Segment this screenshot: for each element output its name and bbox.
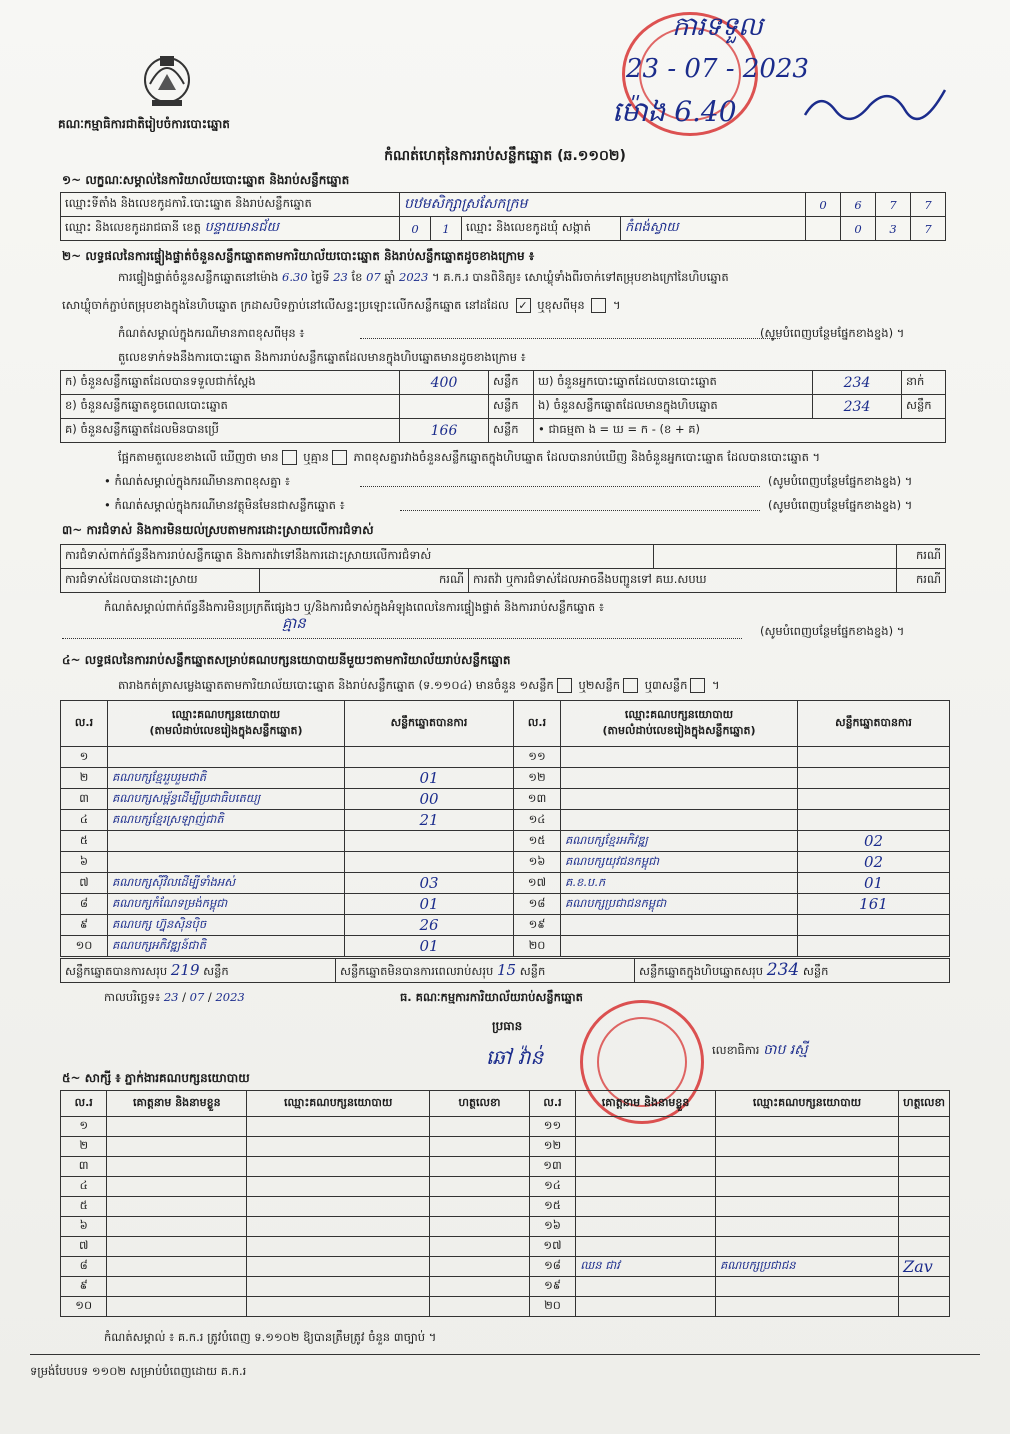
commune-code-digit: 0 xyxy=(841,217,876,241)
witness-no: ៩ xyxy=(61,1277,107,1297)
witness-name xyxy=(107,1217,247,1237)
result-no: ១ xyxy=(61,747,108,768)
verification-line: ការផ្ទៀងផ្ទាត់ចំនួនសន្លឹកឆ្នោតនៅម៉ោង 6.30 ថ្ងៃទី 23 ខែ 07 ឆ្នាំ 2023 ។ គ.ក.រ បានពិនិត្យ៖ សោឃ្លុំទាំងពីរចាក់ទៅតម្រុបខាងក្រៅនៃហិបឆ្នោត xyxy=(118,270,729,284)
witness-name xyxy=(107,1197,247,1217)
province-code-digit: 1 xyxy=(431,217,462,241)
witness-party xyxy=(247,1237,430,1257)
result-party: គ.ខ.ប.ក xyxy=(561,873,798,894)
result-votes xyxy=(345,852,514,873)
secretary-signature: ចាប រស្មី xyxy=(763,1042,808,1058)
footer-divider xyxy=(30,1354,980,1355)
witness-sign xyxy=(430,1297,530,1317)
witness-sign xyxy=(430,1137,530,1157)
verification-day: 23 xyxy=(333,270,348,284)
col-no-header: ល.រ xyxy=(529,1091,575,1117)
result-party xyxy=(561,915,798,936)
result-party: គណបក្សខ្មែរអភិវឌ្ឍ xyxy=(561,831,798,852)
received-ballots-label: ក) ចំនួនសន្លឹកឆ្នោតដែលបានទទួលជាក់ស្តែង xyxy=(61,371,400,395)
witness-sign xyxy=(899,1137,950,1157)
witness-row xyxy=(61,1137,950,1157)
witness-name xyxy=(107,1297,247,1317)
total-box-value: 234 xyxy=(766,960,800,980)
witness-party xyxy=(715,1237,898,1257)
col-party-header: ឈ្មោះគណបក្សនយោបាយ (តាមលំដាប់លេខរៀងក្នុងសន្លឹកឆ្នោត) xyxy=(108,701,345,747)
total-valid-cell: សន្លឹកឆ្នោតបានការសរុប 219 សន្លឹក xyxy=(61,959,336,983)
irregularity-line xyxy=(62,614,742,639)
document-title: កំណត់ហេតុនៃការរាប់សន្លឹកឆ្នោត (ឆ.១១០២) xyxy=(384,148,626,164)
witness-name xyxy=(576,1157,716,1177)
national-emblem-icon xyxy=(138,44,196,112)
spoiled-ballots-label: ខ) ចំនួនសន្លឹកឆ្នោតខូចពេលបោះឆ្នោត xyxy=(61,395,400,419)
total-valid-value: 219 xyxy=(170,960,200,979)
witness-row xyxy=(61,1157,950,1177)
witness-name xyxy=(107,1237,247,1257)
result-party: គណបក្ស ហ្វ៊ុនស៊ិនប៉ិច xyxy=(108,915,345,936)
result-no: ១៤ xyxy=(514,810,561,831)
location-label: ឈ្មោះទីតាំង និងលេខកូដការិ.បោះឆ្នោត និងរាប់សន្លឹកឆ្នោត xyxy=(61,193,400,217)
copies-note: កំណត់សម្គាល់ ៖ គ.ក.រ ត្រូវបំពេញ ទ.១១០២ ឱ្យបានត្រឹមត្រូវ ចំនួន ៣ច្បាប់ ។ xyxy=(104,1330,437,1344)
objection-count xyxy=(654,545,897,569)
witness-sign xyxy=(899,1157,950,1177)
result-no: ២០ xyxy=(514,936,561,957)
irregularity-value: គ្មាន xyxy=(282,614,306,632)
unused-ballots-label: គ) ចំនួនសន្លឹកឆ្នោតដែលមិនបានប្រើ xyxy=(61,419,400,443)
witness-row xyxy=(61,1197,950,1217)
numbers-intro: តួលេខទាក់ទងនឹងការបោះឆ្នោត និងការរាប់សន្លឹកឆ្នោតដែលមានក្នុងហិបឆ្នោតមានដូចខាងក្រោម ៖ xyxy=(118,350,526,364)
witness-name xyxy=(576,1137,716,1157)
witness-name xyxy=(576,1177,716,1197)
witness-party xyxy=(715,1217,898,1237)
unit-label: សន្លឹក xyxy=(902,395,946,419)
section4-title: ៤~ លទ្ធផលនៃការរាប់សន្លឹកឆ្នោតសម្រាប់គណបក្សនយោបាយនីមួយៗតាមការិយាល័យរាប់សន្លឹកឆ្នោត xyxy=(62,653,511,667)
different-checkbox[interactable] xyxy=(591,298,606,313)
compare-line: ផ្អែកតាមតួលេខខាងលើ ឃើញថា មាន ឬគ្មាន ភាពខុសគ្នារវាងចំនួនសន្លឹកឆ្នោតក្នុងហិបឆ្នោត ដែលបានរាប់ឃើញ និងចំនួនអ្នកបោះឆ្នោត ដែលបានបោះឆ្នោត ។ xyxy=(118,450,821,464)
section1-title: ១~ លក្ខណៈសម្គាល់នៃការិយាល័យបោះឆ្នោត និងរាប់សន្លឹកឆ្នោត xyxy=(62,173,350,187)
result-votes xyxy=(798,747,950,768)
result-party xyxy=(561,789,798,810)
results-table xyxy=(60,700,950,957)
unused-ballots-value: 166 xyxy=(400,419,489,443)
result-votes xyxy=(345,831,514,852)
witness-no: ១០ xyxy=(61,1297,107,1317)
witness-party xyxy=(247,1297,430,1317)
committee-sign-label: ធ. គណៈកម្មការការិយាល័យរាប់សន្លឹកឆ្នោត xyxy=(400,990,583,1004)
witness-sign xyxy=(430,1257,530,1277)
witness-sign xyxy=(430,1277,530,1297)
result-party xyxy=(108,852,345,873)
form-footer: ទម្រង់បែបបទ ១១០២ សម្រាប់បំពេញដោយ គ.ក.រ xyxy=(30,1364,247,1378)
col-name-header: គោត្តនាម និងនាមខ្លួន xyxy=(576,1091,716,1117)
witness-no: ១៩ xyxy=(529,1277,575,1297)
result-party: គណបក្សអភិវឌ្ឍន៍ជាតិ xyxy=(108,936,345,957)
result-votes xyxy=(798,915,950,936)
formula: • ជាធម្មតា ង = ឃ = ក - (ខ + គ) xyxy=(534,419,946,443)
witness-party xyxy=(715,1177,898,1197)
objection-row-label: ការជំទាស់ពាក់ព័ន្ធនឹងការរាប់សន្លឹកឆ្នោត និងការតវ៉ាទៅនឹងការដោះស្រាយលើការជំទាស់ xyxy=(61,545,654,569)
received-label: ការទទួល xyxy=(672,12,763,42)
result-row xyxy=(61,936,950,957)
section5-title: ៥~ សាក្សី ៖ ភ្នាក់ងារគណបក្សនយោបាយ xyxy=(62,1071,250,1085)
witness-party xyxy=(247,1277,430,1297)
three-sheet-checkbox[interactable] xyxy=(690,678,705,693)
witness-no: ៦ xyxy=(61,1217,107,1237)
col-sign-header: ហត្ថលេខា xyxy=(430,1091,530,1117)
witness-party xyxy=(247,1257,430,1277)
date-month: 07 xyxy=(189,990,205,1004)
witness-name xyxy=(576,1237,716,1257)
secretary-line: លេខាធិការ ចាប រស្មី xyxy=(712,1042,808,1058)
witness-table xyxy=(60,1090,950,1317)
witness-name xyxy=(576,1217,716,1237)
result-party: គណបក្សសម្ព័ន្ធដើម្បីប្រជាធិបតេយ្យ xyxy=(108,789,345,810)
voters-label: ឃ) ចំនួនអ្នកបោះឆ្នោតដែលបានបោះឆ្នោត xyxy=(534,371,813,395)
province-label: ឈ្មោះ និងលេខកូដរាជធានី ខេត្ត បន្ទាយមានជ័យ xyxy=(61,217,400,241)
witness-party xyxy=(247,1157,430,1177)
date-year: 2023 xyxy=(215,990,245,1004)
result-votes xyxy=(798,789,950,810)
witness-no: ១៨ xyxy=(529,1257,575,1277)
witness-row xyxy=(61,1217,950,1237)
commune-code-digit: 3 xyxy=(876,217,911,241)
result-votes: 02 xyxy=(798,852,950,873)
result-no: ១៦ xyxy=(514,852,561,873)
col-party-header: ឈ្មោះគណបក្សនយោបាយ xyxy=(715,1091,898,1117)
col-no-header: ល.រ xyxy=(61,1091,107,1117)
witness-name xyxy=(576,1197,716,1217)
witness-name xyxy=(107,1137,247,1157)
witness-name xyxy=(107,1257,247,1277)
total-invalid-cell: សន្លឹកឆ្នោតមិនបានការពេលរាប់សរុប 15 សន្លឹក xyxy=(336,959,635,983)
witness-name xyxy=(107,1117,247,1137)
verification-month: 07 xyxy=(366,270,381,284)
president-label: ប្រធាន xyxy=(492,1019,523,1033)
result-party: គណបក្សកំណែទម្រង់កម្ពុជា xyxy=(108,894,345,915)
result-row xyxy=(61,831,950,852)
witness-sign xyxy=(899,1297,950,1317)
col-no-header: ល.រ xyxy=(61,701,108,747)
witness-party xyxy=(247,1197,430,1217)
witness-sign xyxy=(430,1217,530,1237)
result-votes: 21 xyxy=(345,810,514,831)
witness-name xyxy=(107,1157,247,1177)
result-votes: 03 xyxy=(345,873,514,894)
result-votes: 01 xyxy=(798,873,950,894)
received-time: ម៉ោង 6.40 xyxy=(612,95,737,128)
result-row xyxy=(61,873,950,894)
witness-name: ឈន ជាវ xyxy=(576,1257,716,1277)
received-ballots-value: 400 xyxy=(400,371,489,395)
witness-no: ១៣ xyxy=(529,1157,575,1177)
result-row xyxy=(61,810,950,831)
ballot-numbers-table xyxy=(60,370,946,443)
totals-table xyxy=(60,958,950,983)
witness-no: ១ xyxy=(61,1117,107,1137)
witness-row xyxy=(61,1277,950,1297)
result-votes: 00 xyxy=(345,789,514,810)
witness-sign xyxy=(430,1197,530,1217)
location-value: បឋមសិក្សាស្រសែកក្រម xyxy=(400,193,806,217)
result-party xyxy=(561,936,798,957)
witness-no: ១៤ xyxy=(529,1177,575,1197)
two-sheet-checkbox[interactable] xyxy=(623,678,638,693)
witness-no: ៣ xyxy=(61,1157,107,1177)
result-no: ២ xyxy=(61,768,108,789)
voters-value: 234 xyxy=(813,371,902,395)
witness-sign xyxy=(899,1117,950,1137)
result-no: ៥ xyxy=(61,831,108,852)
result-votes: 01 xyxy=(345,894,514,915)
received-signature-icon xyxy=(800,80,950,130)
seal-check-line: សោឃ្លុំចាក់ភ្ជាប់តម្រុបខាងក្នុងនៃហិបឆ្នោត ក្រដាសបិទភ្ជាប់នៅលើសន្ទះប្រឡោះលើកសន្លឹកឆ្នោត នៅដដែល ✓ ឬខុសពីមុន ។ xyxy=(62,298,621,312)
date-line: កាលបរិច្ឆេទ៖ 23 / 07 / 2023 xyxy=(104,990,245,1004)
result-party: គណបក្សខ្មែរស្រឡាញ់ជាតិ xyxy=(108,810,345,831)
result-no: ១៧ xyxy=(514,873,561,894)
section2-title: ២~ លទ្ធផលនៃការផ្ទៀងផ្ទាត់ចំនួនសន្លឹកឆ្នោតតាមការិយាល័យបោះឆ្នោត និងរាប់សន្លឹកឆ្នោតដូចខាងក្រោម ៖ xyxy=(62,249,535,263)
witness-row xyxy=(61,1117,950,1137)
case-label: ករណី xyxy=(260,569,469,593)
bullet-difference: • កំណត់សម្គាល់ក្នុងករណីមានភាពខុសគ្នា ៖ xyxy=(104,474,290,488)
witness-party xyxy=(715,1197,898,1217)
result-party: គណបក្សប្រជាជនកម្ពុជា xyxy=(561,894,798,915)
result-no: ៧ xyxy=(61,873,108,894)
fill-hint: (សូមបំពេញបន្ថែមផ្នែកខាងខ្នង) ។ xyxy=(768,474,913,488)
objections-table xyxy=(60,544,946,593)
total-invalid-value: 15 xyxy=(496,960,517,979)
witness-no: ៤ xyxy=(61,1177,107,1197)
commune-value: កំពង់ស្វាយ xyxy=(621,217,806,241)
result-votes xyxy=(798,810,950,831)
witness-sign xyxy=(430,1237,530,1257)
case-label: ករណី xyxy=(897,569,946,593)
verification-year: 2023 xyxy=(399,270,429,284)
witness-sign xyxy=(899,1217,950,1237)
result-votes xyxy=(798,768,950,789)
result-no: ១៥ xyxy=(514,831,561,852)
tally-sheet-line: តារាងកត់ត្រាសម្លេងឆ្នោតតាមការិយាល័យបោះឆ្នោត និងរាប់សន្លឹកឆ្នោត (ទ.១១០៤) មានចំនួន ១សន្លឹក ឬ២សន្លឹក ឬ៣សន្លឹក ។ xyxy=(118,678,720,692)
result-row xyxy=(61,768,950,789)
witness-sign xyxy=(899,1177,950,1197)
province-value: បន្ទាយមានជ័យ xyxy=(204,220,279,235)
col-sign-header: ហត្ថលេខា xyxy=(899,1091,950,1117)
witness-sign xyxy=(899,1197,950,1217)
result-party xyxy=(561,810,798,831)
result-no: ១៩ xyxy=(514,915,561,936)
date-day: 23 xyxy=(163,990,179,1004)
bullet-line xyxy=(400,510,760,511)
location-code-digit: 6 xyxy=(841,193,876,217)
witness-party xyxy=(715,1137,898,1157)
witness-party xyxy=(247,1217,430,1237)
witness-no: ១១ xyxy=(529,1117,575,1137)
commune-label: ឈ្មោះ និងលេខកូដឃុំ សង្កាត់ xyxy=(462,217,621,241)
difference-note-line xyxy=(360,338,780,339)
result-votes: 26 xyxy=(345,915,514,936)
unit-label: សន្លឹក xyxy=(489,419,534,443)
witness-name xyxy=(576,1297,716,1317)
section3-title: ៣~ ការជំទាស់ និងការមិនយល់ស្របតាមការដោះស្រាយលើការជំទាស់ xyxy=(62,523,374,537)
result-votes: 01 xyxy=(345,768,514,789)
location-table xyxy=(60,192,946,241)
verification-time: 6.30 xyxy=(282,270,308,284)
result-votes xyxy=(798,936,950,957)
witness-name xyxy=(576,1277,716,1297)
location-code-digit: 7 xyxy=(876,193,911,217)
witness-party: គណបក្សប្រជាជន xyxy=(715,1257,898,1277)
irregularity-note: កំណត់សម្គាល់ពាក់ព័ន្ធនឹងការមិនប្រក្រតីផ្សេងៗ ឬ/និងការជំទាស់ក្នុងអំឡុងពេលនៃការផ្ទៀងផ្ទាត់ និងការរាប់សន្លឹកឆ្នោត ៖ xyxy=(104,600,604,614)
fill-hint: (សូមបំពេញបន្ថែមផ្នែកខាងខ្នង) ។ xyxy=(760,326,905,340)
result-party: គណបក្សយុវជនកម្ពុជា xyxy=(561,852,798,873)
result-no: ១១ xyxy=(514,747,561,768)
case-label: ករណី xyxy=(897,545,946,569)
fill-hint: (សូមបំពេញបន្ថែមផ្នែកខាងខ្នង) ។ xyxy=(760,624,905,638)
result-party: គណបក្សស៊ីវិលដើម្បីទាំងអស់ xyxy=(108,873,345,894)
result-party: គណបក្សខ្មែររួបរួមជាតិ xyxy=(108,768,345,789)
result-row xyxy=(61,789,950,810)
bullet-foreign-object: • កំណត់សម្គាល់ក្នុងករណីមានវត្ថុមិនមែនជាសន្លឹកឆ្នោត ៖ xyxy=(104,498,345,512)
witness-no: ១៦ xyxy=(529,1217,575,1237)
result-row xyxy=(61,894,950,915)
result-no: ៣ xyxy=(61,789,108,810)
has-difference-checkbox[interactable] xyxy=(282,450,297,465)
result-party xyxy=(108,831,345,852)
province-code-digit: 0 xyxy=(400,217,431,241)
committee-name: គណៈកម្មាធិការជាតិរៀបចំការបោះឆ្នោត xyxy=(58,117,230,131)
witness-party xyxy=(715,1277,898,1297)
witness-no: ១៧ xyxy=(529,1237,575,1257)
witness-no: ៧ xyxy=(61,1237,107,1257)
witness-party xyxy=(247,1137,430,1157)
resolved-label: ការជំទាស់ដែលបានដោះស្រាយ xyxy=(61,569,260,593)
col-votes-header: សន្លឹកឆ្នោតបានការ xyxy=(345,701,514,747)
unchanged-checkbox[interactable]: ✓ xyxy=(516,298,531,313)
witness-no: ២០ xyxy=(529,1297,575,1317)
witness-name xyxy=(107,1177,247,1197)
witness-party xyxy=(247,1177,430,1197)
witness-no: ៥ xyxy=(61,1197,107,1217)
spoiled-ballots-value xyxy=(400,395,489,419)
witness-name xyxy=(576,1117,716,1137)
col-party-header: ឈ្មោះគណបក្សនយោបាយ (តាមលំដាប់លេខរៀងក្នុងសន្លឹកឆ្នោត) xyxy=(561,701,798,747)
president-signature: ឆៅ វ៉ាន់ xyxy=(486,1045,544,1069)
result-votes: 161 xyxy=(798,894,950,915)
unit-label: សន្លឹក xyxy=(489,395,534,419)
difference-note-label: កំណត់សម្គាល់ក្នុងករណីមានភាពខុសពីមុន ៖ xyxy=(118,326,305,340)
witness-name xyxy=(107,1277,247,1297)
unit-label: សន្លឹក xyxy=(489,371,534,395)
witness-sign: Zav xyxy=(899,1257,950,1277)
result-party xyxy=(561,747,798,768)
witness-sign xyxy=(430,1117,530,1137)
location-code-digit: 7 xyxy=(911,193,946,217)
location-code-digit: 0 xyxy=(806,193,841,217)
col-name-header: គោត្តនាម និងនាមខ្លួន xyxy=(107,1091,247,1117)
result-row xyxy=(61,852,950,873)
witness-party xyxy=(715,1297,898,1317)
witness-sign xyxy=(430,1177,530,1197)
result-no: ៦ xyxy=(61,852,108,873)
result-votes: 01 xyxy=(345,936,514,957)
witness-row xyxy=(61,1257,950,1277)
witness-sign xyxy=(899,1237,950,1257)
result-votes xyxy=(345,747,514,768)
result-no: ១០ xyxy=(61,936,108,957)
col-party-header: ឈ្មោះគណបក្សនយោបាយ xyxy=(247,1091,430,1117)
col-votes-header: សន្លឹកឆ្នោតបានការ xyxy=(798,701,950,747)
no-difference-checkbox[interactable] xyxy=(332,450,347,465)
result-no: ៨ xyxy=(61,894,108,915)
witness-row xyxy=(61,1297,950,1317)
witness-no: ៨ xyxy=(61,1257,107,1277)
result-row xyxy=(61,915,950,936)
witness-sign xyxy=(430,1157,530,1177)
result-no: ១៨ xyxy=(514,894,561,915)
commune-code-digit: 7 xyxy=(911,217,946,241)
total-box-cell: សន្លឹកឆ្នោតក្នុងហិបឆ្នោតសរុប 234 សន្លឹក xyxy=(635,959,950,983)
result-no: ៤ xyxy=(61,810,108,831)
bullet-line xyxy=(360,486,760,487)
witness-party xyxy=(715,1117,898,1137)
witness-no: ១២ xyxy=(529,1137,575,1157)
result-row xyxy=(61,747,950,768)
witness-sign xyxy=(899,1277,950,1297)
witness-party xyxy=(247,1117,430,1137)
box-ballots-label: ង) ចំនួនសន្លឹកឆ្នោតដែលមានក្នុងហិបឆ្នោត xyxy=(534,395,813,419)
received-date: 23 - 07 - 2023 xyxy=(626,54,809,84)
witness-no: ២ xyxy=(61,1137,107,1157)
unit-label: នាក់ xyxy=(902,371,946,395)
witness-party xyxy=(715,1157,898,1177)
witness-row xyxy=(61,1177,950,1197)
result-no: ១៣ xyxy=(514,789,561,810)
fill-hint: (សូមបំពេញបន្ថែមផ្នែកខាងខ្នង) ។ xyxy=(768,498,913,512)
box-ballots-value: 234 xyxy=(813,395,902,419)
forwarded-label: ការតវ៉ា ឬការជំទាស់ដែលអាចនឹងបញ្ជូនទៅ គឃ.សបឃ xyxy=(469,569,897,593)
result-no: ១២ xyxy=(514,768,561,789)
witness-row xyxy=(61,1237,950,1257)
col-no-header: ល.រ xyxy=(514,701,561,747)
witness-no: ១៥ xyxy=(529,1197,575,1217)
result-party xyxy=(561,768,798,789)
result-party xyxy=(108,747,345,768)
result-votes: 02 xyxy=(798,831,950,852)
one-sheet-checkbox[interactable] xyxy=(557,678,572,693)
result-no: ៩ xyxy=(61,915,108,936)
